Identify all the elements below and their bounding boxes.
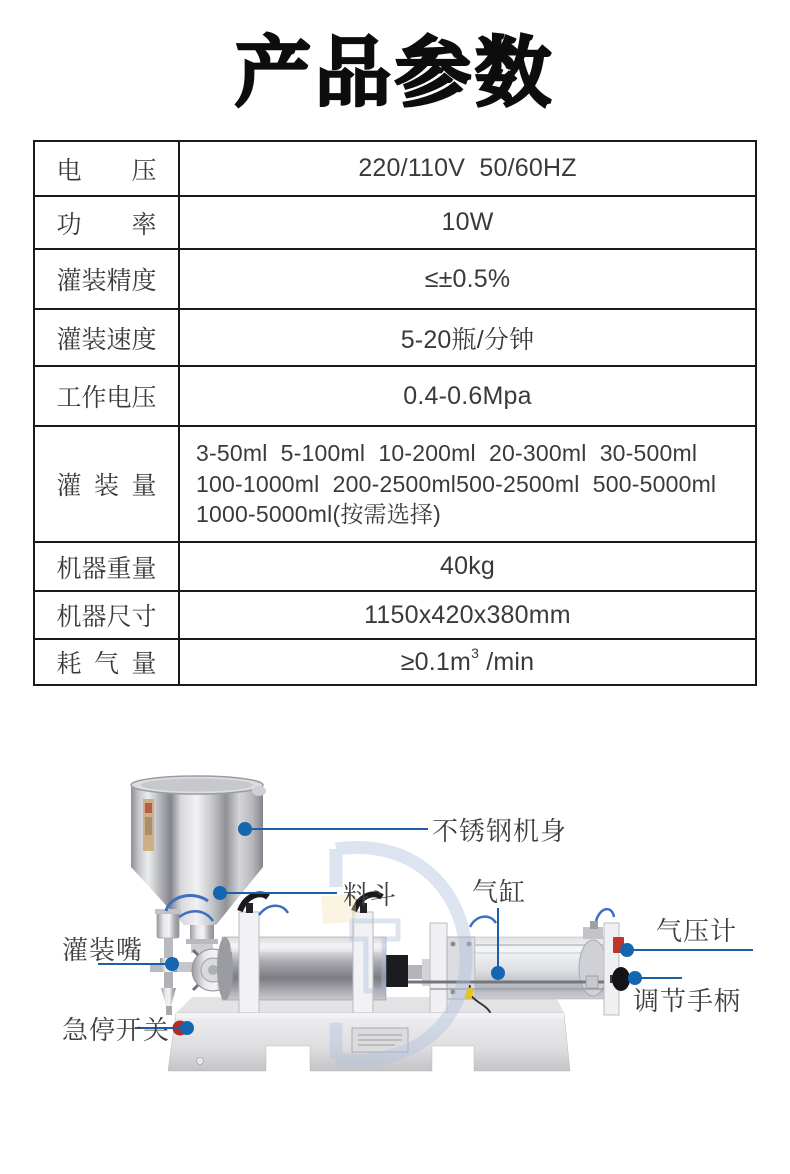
callout-label-hopper: 料斗 xyxy=(343,880,398,910)
spec-label-accuracy: 灌装精度 xyxy=(56,267,157,295)
callout-label-body: 不锈钢机身 xyxy=(432,816,568,846)
callout-label-adjust-handle: 调节手柄 xyxy=(633,986,742,1016)
spec-label-voltage: 电压 xyxy=(56,156,157,185)
spec-label-power: 功率 xyxy=(56,210,157,239)
callout-label-filling-nozzle: 灌装嘴 xyxy=(62,935,144,965)
spec-value-weight: 40kg xyxy=(439,552,495,580)
dot-filling-nozzle xyxy=(165,957,179,971)
dot-emergency-stop xyxy=(180,1021,194,1035)
volume-line: 100-1000ml 200-2500ml500-2500ml 500-5000ml xyxy=(196,470,717,497)
page-title: 产品参数 xyxy=(235,28,555,117)
spec-label-speed: 灌装速度 xyxy=(56,325,157,354)
callout-label-emergency-stop: 急停开关 xyxy=(62,1015,171,1045)
spec-label-working-pressure: 工作电压 xyxy=(56,384,157,412)
callout-label-air-cylinder: 气缸 xyxy=(472,877,527,907)
spec-value-voltage: 220/110V 50/60HZ xyxy=(358,154,577,182)
spec-value-power: 10W xyxy=(441,208,494,236)
dot-body xyxy=(238,822,252,836)
callout-label-pressure-gauge: 气压计 xyxy=(656,916,738,946)
spec-label-dimensions: 机器尺寸 xyxy=(56,603,157,631)
spec-value-accuracy: ≤±0.5% xyxy=(424,264,511,293)
volume-line: 3-50ml 5-100ml 10-200ml 20-300ml 30-500ml xyxy=(196,440,698,467)
dot-hopper xyxy=(213,886,227,900)
spec-value-speed: 5-20瓶/分钟 xyxy=(400,325,535,354)
spec-value-working-pressure: 0.4-0.6Mpa xyxy=(403,381,532,410)
adjust-handle-shape xyxy=(612,967,630,991)
spec-label-weight: 机器重量 xyxy=(56,554,157,583)
spec-value-air-consumption: ≥0.1m $^3$ /min xyxy=(400,645,535,676)
spec-label-filling-volume: 灌装量 xyxy=(56,472,157,500)
spec-value-dimensions: 1150x420x380mm xyxy=(364,600,571,629)
volume-line: 1000-5000ml(按需选择) xyxy=(196,501,441,528)
dot-pressure-gauge xyxy=(620,943,634,957)
spec-label-air-consumption: 耗气量 xyxy=(56,650,157,678)
dot-air-cylinder xyxy=(491,966,505,980)
